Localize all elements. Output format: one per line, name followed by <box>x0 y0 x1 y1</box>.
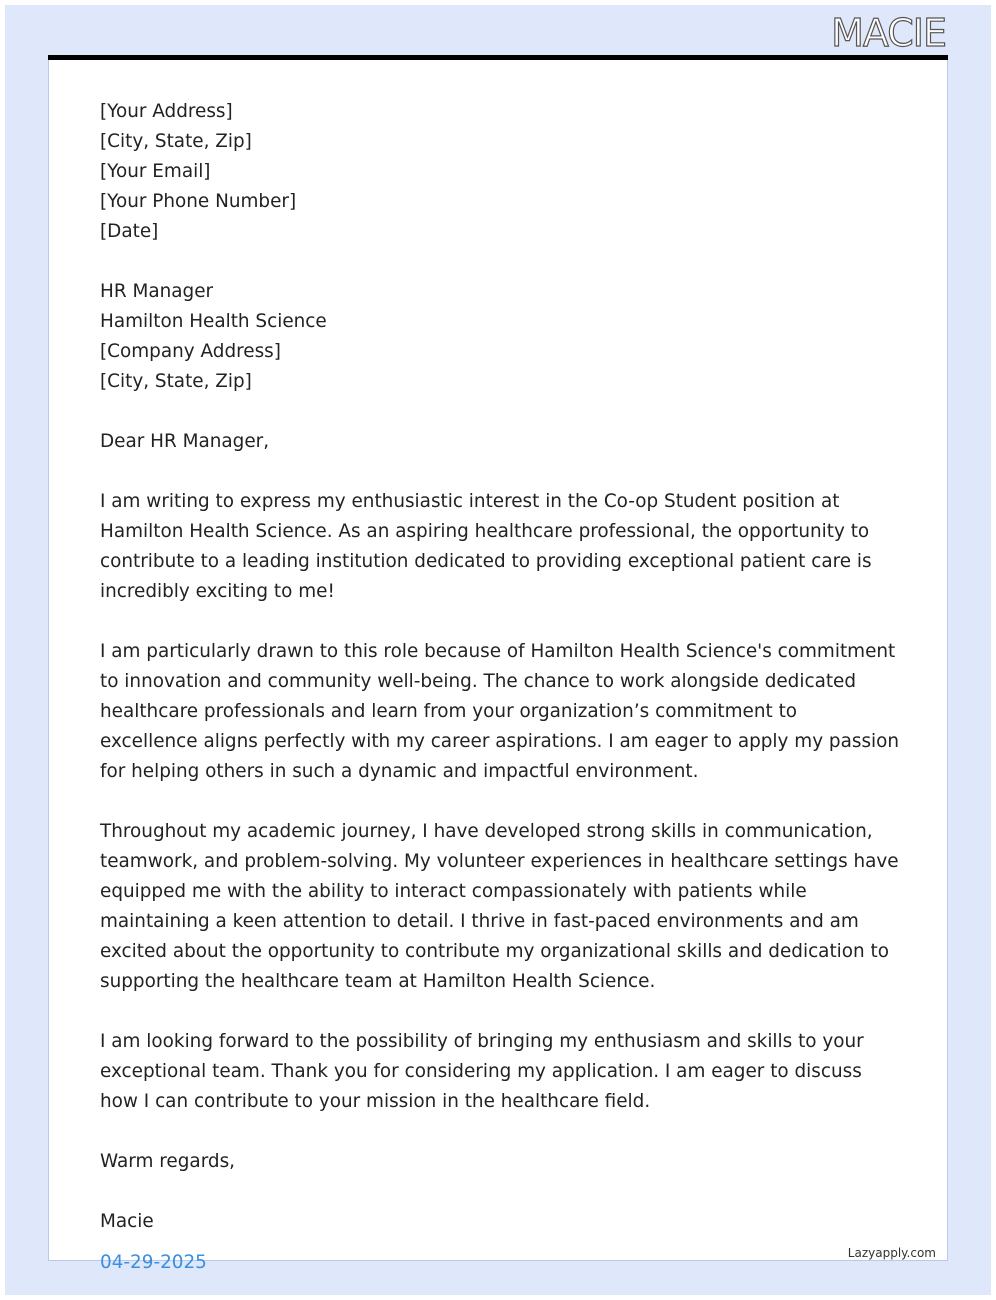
footer-date: 04-29-2025 <box>100 1252 207 1273</box>
recipient-address: [Company Address] <box>100 341 281 362</box>
sender-address: [Your Address] <box>100 101 233 122</box>
recipient-title: HR Manager <box>100 281 214 302</box>
sender-email: [Your Email] <box>100 161 211 182</box>
recipient-city-state-zip: [City, State, Zip] <box>100 371 252 392</box>
sender-phone: [Your Phone Number] <box>100 191 297 212</box>
paragraph-skills: Throughout my academic journey, I have developed strong skills in communication, teamwork, and problem-solving. My volunteer experiences in healthcare settings have equipped me with the ability to interact compassionately with patients while maintaining a keen attention to detail. I thrive in fast-paced environments and am excited about the opportunity to contribute my organizational skills and dedication to supporting the healthcare team at Hamilton Health Science. <box>100 821 899 992</box>
salutation: Dear HR Manager, <box>100 431 270 452</box>
closing-phrase: Warm regards, <box>100 1151 236 1172</box>
paragraph-closing: I am looking forward to the possibility of bringing my enthusiasm and skills to your exceptional team. Thank you for considering my application. I am eager to discuss how I can contribute to your mission in the healthcare field. <box>100 1031 864 1112</box>
paragraph-motivation: I am particularly drawn to this role because of Hamilton Health Science's commitment to innovation and community well-being. The chance to work alongside dedicated healthcare professionals and learn from your organization’s commitment to excellence aligns perfectly with my career aspirations. I am eager to apply my passion for helping others in such a dynamic and impactful environment. <box>100 641 900 782</box>
recipient-company: Hamilton Health Science <box>100 311 327 332</box>
brand-name: MACIE <box>831 11 946 55</box>
signature: Macie <box>100 1211 154 1232</box>
cover-letter-body <box>100 97 900 1237</box>
paragraph-intro: I am writing to express my enthusiastic interest in the Co-op Student position at Hamilton Health Science. As an aspiring healthcare professional, the opportunity to contribute to a leading institution dedicated to providing exceptional patient care is incredibly exciting to me! <box>100 491 872 602</box>
sender-date: [Date] <box>100 221 159 242</box>
sender-city-state-zip: [City, State, Zip] <box>100 131 252 152</box>
footer-site-link[interactable]: Lazyapply.com <box>847 1246 936 1260</box>
